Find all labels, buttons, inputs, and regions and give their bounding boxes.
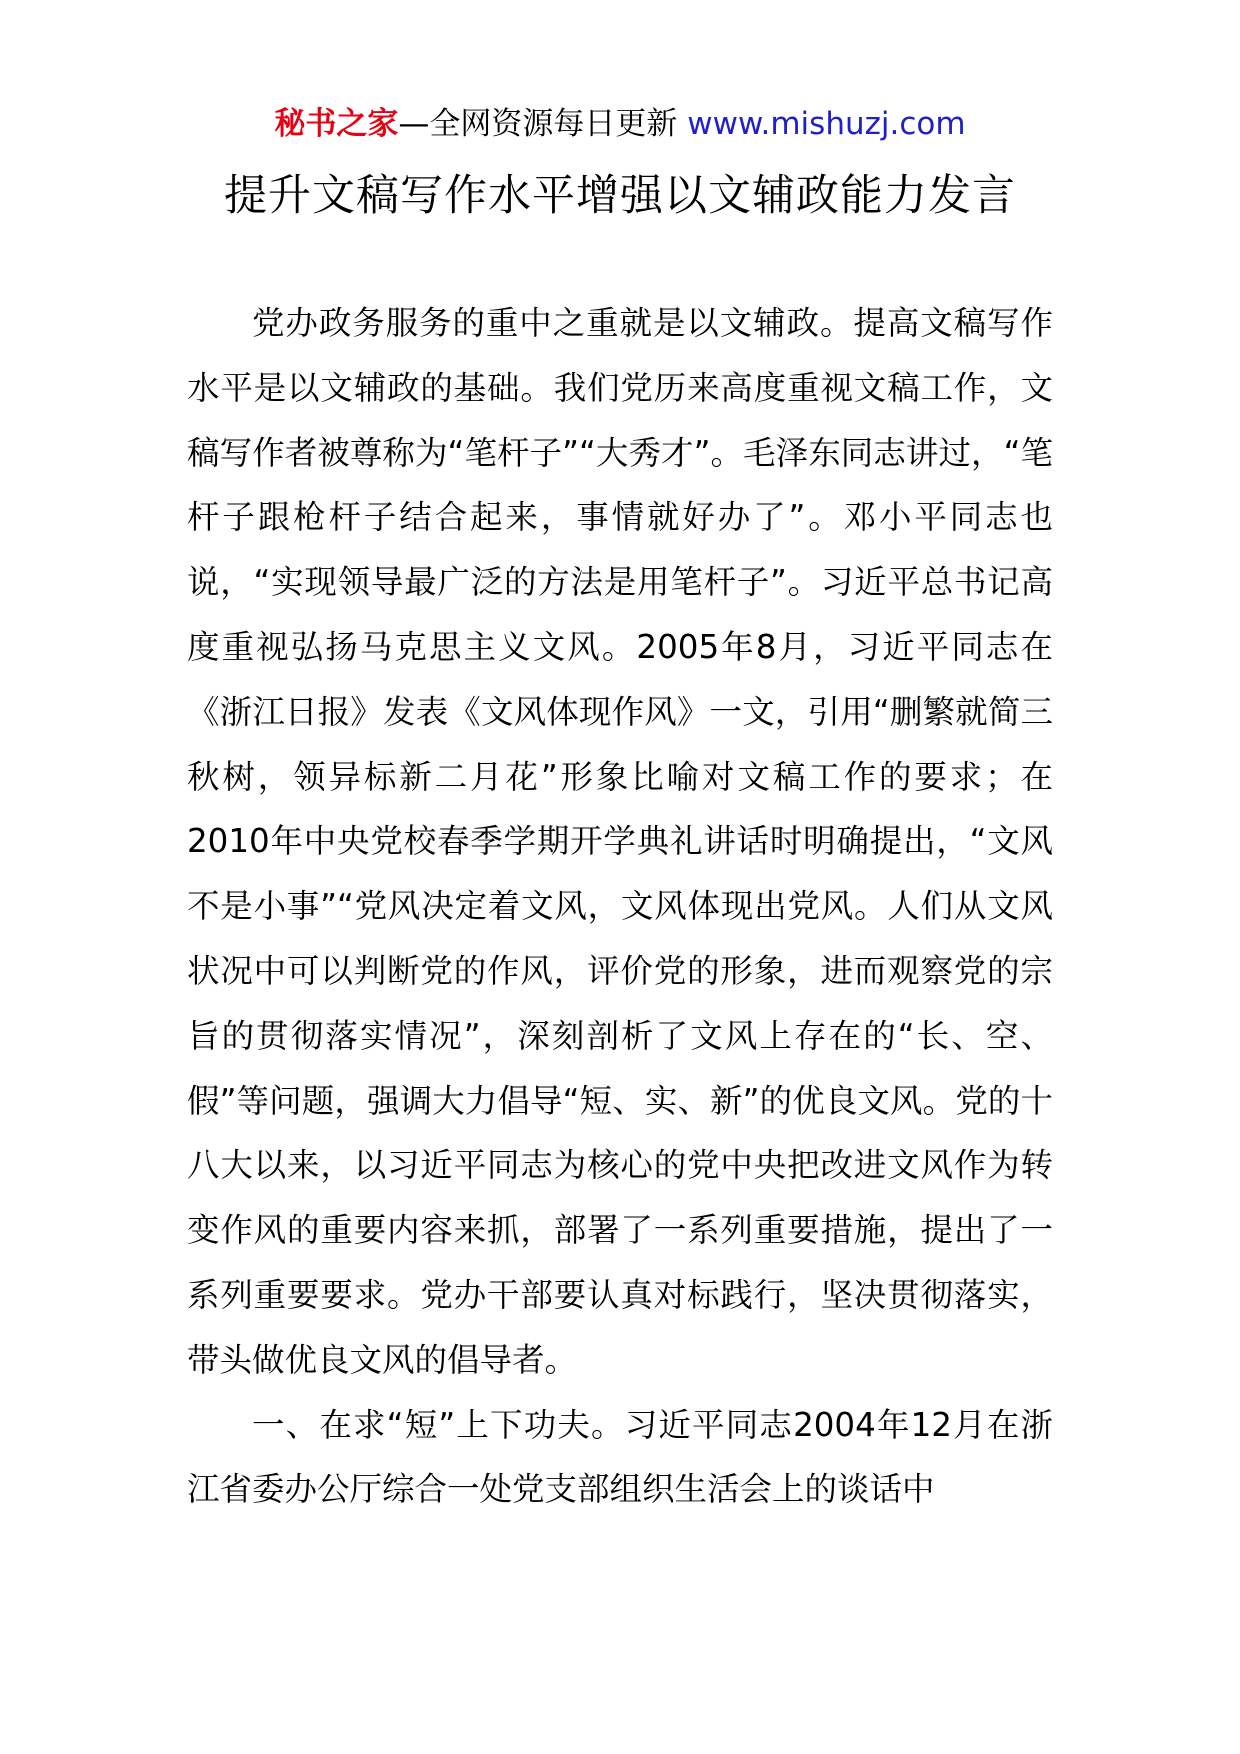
document-title: 提升文稿写作水平增强以文辅政能力发言 [224,171,1016,221]
document-body [187,291,1053,1522]
body-paragraph: 一、在求“短”上下功夫。习近平同志2004年12月在浙江省委办公厅综合一处党支部组织生活会上的谈话中 [187,1405,1053,1509]
header-tagline: —全网资源每日更新 [398,106,678,142]
site-url-link[interactable]: www.mishuzj.com [687,106,966,142]
body-paragraph: 党办政务服务的重中之重就是以文辅政。提高文稿写作水平是以文辅政的基础。我们党历来高度重视文稿工作，文稿写作者被尊称为“笔杆子”“大秀才”。毛泽东同志讲过，“笔杆子跟枪杆子结合起来，事情就好办了”。邓小平同志也说，“实现领导最广泛的方法是用笔杆子”。习近平总书记高度重视弘扬马克思主义文风。2005年8月，习近平同志在《浙江日报》发表《文风体现作风》一文，引用“删繁就简三秋树，领异标新二月花”形象比喻对文稿工作的要求；在2010年中央党校春季学期开学典礼讲话时明确提出，“文风不是小事”“党风决定着文风，文风体现出党风。人们从文风状况中可以判断党的作风，评价党的形象，进而观察党的宗旨的贯彻落实情况”，深刻剖析了文风上存在的“长、空、假”等问题，强调大力倡导“短、实、新”的优良文风。党的十八大以来，以习近平同志为核心的党中央把改进文风作为转变作风的重要内容来抓，部署了一系列重要措施，提出了一系列重要要求。党办干部要认真对标践行，坚决贯彻落实，带头做优良文风的倡导者。 [187,304,1053,1379]
brand-name: 秘书之家 [274,106,399,142]
site-header [0,104,1240,144]
